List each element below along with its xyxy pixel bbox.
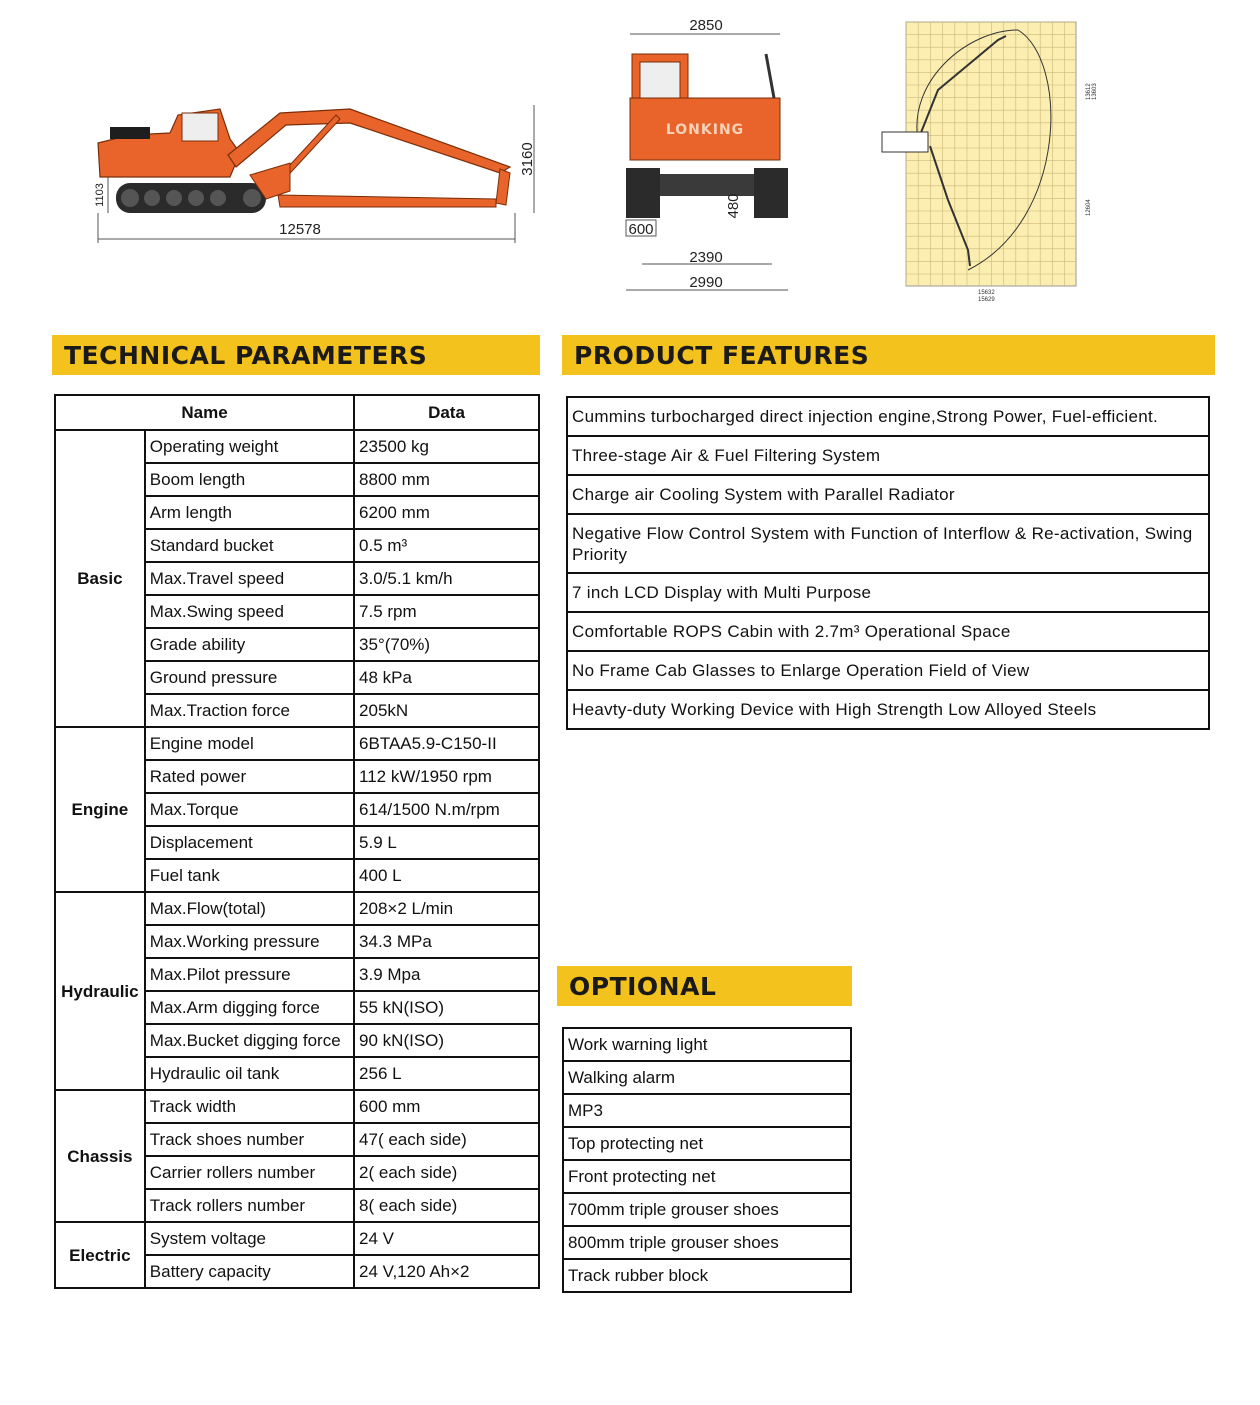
parameter-value: 400 L [354, 859, 539, 892]
working-range-chart [878, 20, 1098, 306]
parameter-name: Grade ability [145, 628, 354, 661]
side-view-drawing [90, 95, 550, 245]
parameter-value: 205kN [354, 694, 539, 727]
parameter-value: 24 V [354, 1222, 539, 1255]
header-data: Data [354, 395, 539, 430]
length-dimension: 12578 [279, 221, 321, 238]
list-item [563, 1094, 851, 1127]
technical-parameters-title: TECHNICAL PARAMETERS [64, 341, 428, 370]
arm-lower [278, 195, 496, 207]
parameter-name: Max.Arm digging force [145, 991, 354, 1024]
list-item [567, 436, 1209, 475]
parameter-value: 3.0/5.1 km/h [354, 562, 539, 595]
list-item [567, 690, 1209, 729]
right-track [754, 168, 788, 218]
parameter-value: 5.9 L [354, 826, 539, 859]
shoe-width-dimension: 600 [628, 221, 654, 238]
height-dimension: 3160 [519, 142, 536, 176]
parameter-name: Max.Bucket digging force [145, 1024, 354, 1057]
option-text: 800mm triple grouser shoes [563, 1226, 851, 1259]
parameter-value: 614/1500 N.m/rpm [354, 793, 539, 826]
product-features-banner [562, 335, 1215, 375]
feature-text: Negative Flow Control System with Function of Interflow & Re-activation, Swing Priority [567, 514, 1209, 573]
option-text: 700mm triple grouser shoes [563, 1193, 851, 1226]
gauge-dimension: 2390 [689, 249, 723, 266]
list-item [567, 397, 1209, 436]
brand-logo: LONKING [665, 122, 745, 138]
list-item [563, 1226, 851, 1259]
table-row [55, 430, 539, 463]
list-item [567, 573, 1209, 612]
engine-hood [110, 127, 150, 139]
list-item [563, 1259, 851, 1292]
parameter-name: Rated power [145, 760, 354, 793]
reach-label-bottom-2: 15629 [978, 297, 995, 303]
parameter-value: 35°(70%) [354, 628, 539, 661]
depth-label: 12604 [1086, 199, 1092, 216]
group-label: Hydraulic [55, 892, 145, 1090]
feature-text: Three-stage Air & Fuel Filtering System [567, 436, 1209, 475]
header-name: Name [55, 395, 354, 430]
parameter-name: Max.Traction force [145, 694, 354, 727]
parameter-value: 8( each side) [354, 1189, 539, 1222]
product-features-table [566, 396, 1210, 730]
boom [228, 109, 510, 173]
group-label: Electric [55, 1222, 145, 1288]
parameter-name: Operating weight [145, 430, 354, 463]
parameter-name: Max.Pilot pressure [145, 958, 354, 991]
parameter-value: 256 L [354, 1057, 539, 1090]
parameter-name: Max.Working pressure [145, 925, 354, 958]
parameter-value: 600 mm [354, 1090, 539, 1123]
parameter-value: 112 kW/1950 rpm [354, 760, 539, 793]
product-features-title: PRODUCT FEATURES [574, 341, 870, 370]
parameter-name: Max.Swing speed [145, 595, 354, 628]
clearance-dimension: 1103 [94, 183, 106, 207]
feature-text: Cummins turbocharged direct injection engine,Strong Power, Fuel-efficient. [567, 397, 1209, 436]
option-text: MP3 [563, 1094, 851, 1127]
table-row [55, 1090, 539, 1123]
reach-label-top: 13612 [1086, 83, 1092, 100]
optional-title: OPTIONAL [569, 972, 717, 1001]
list-item [563, 1193, 851, 1226]
machine-icon [882, 132, 928, 152]
clearance-dimension: 480 [725, 193, 742, 219]
list-item [563, 1160, 851, 1193]
parameter-name: System voltage [145, 1222, 354, 1255]
cab-window [182, 113, 218, 141]
upper-body [98, 109, 240, 177]
table-header-row [55, 395, 539, 430]
list-item [567, 651, 1209, 690]
parameter-value: 7.5 rpm [354, 595, 539, 628]
optional-banner [557, 966, 852, 1006]
table-row [55, 727, 539, 760]
width-dimension: 2850 [689, 17, 723, 34]
table-row [55, 1222, 539, 1255]
parameter-name: Boom length [145, 463, 354, 496]
parameter-name: Ground pressure [145, 661, 354, 694]
cab-glass [640, 62, 680, 98]
group-label: Chassis [55, 1090, 145, 1222]
parameter-name: Max.Flow(total) [145, 892, 354, 925]
left-track [626, 168, 660, 218]
parameter-value: 34.3 MPa [354, 925, 539, 958]
parameter-name: Engine model [145, 727, 354, 760]
parameter-value: 6200 mm [354, 496, 539, 529]
list-item [567, 475, 1209, 514]
parameter-value: 2( each side) [354, 1156, 539, 1189]
overall-width-dimension: 2990 [689, 274, 723, 291]
parameter-value: 90 kN(ISO) [354, 1024, 539, 1057]
parameter-name: Fuel tank [145, 859, 354, 892]
list-item [567, 612, 1209, 651]
option-text: Work warning light [563, 1028, 851, 1061]
feature-text: Comfortable ROPS Cabin with 2.7m³ Operational Space [567, 612, 1209, 651]
feature-text: Charge air Cooling System with Parallel Radiator [567, 475, 1209, 514]
parameter-name: Track rollers number [145, 1189, 354, 1222]
technical-parameters-table [54, 394, 540, 1289]
parameter-name: Max.Travel speed [145, 562, 354, 595]
table-row [55, 892, 539, 925]
feature-text: Heavty-duty Working Device with High Strength Low Alloyed Steels [567, 690, 1209, 729]
reach-label-top-2: 13603 [1092, 83, 1098, 100]
parameter-value: 0.5 m³ [354, 529, 539, 562]
option-text: Top protecting net [563, 1127, 851, 1160]
parameter-value: 3.9 Mpa [354, 958, 539, 991]
parameter-value: 55 kN(ISO) [354, 991, 539, 1024]
parameter-value: 208×2 L/min [354, 892, 539, 925]
parameter-value: 23500 kg [354, 430, 539, 463]
parameter-name: Displacement [145, 826, 354, 859]
list-item [563, 1127, 851, 1160]
list-item [567, 514, 1209, 573]
optional-table [562, 1027, 852, 1293]
reach-label-bottom: 15632 [978, 290, 995, 296]
technical-parameters-banner [52, 335, 540, 375]
parameter-value: 47( each side) [354, 1123, 539, 1156]
option-text: Track rubber block [563, 1259, 851, 1292]
parameter-name: Standard bucket [145, 529, 354, 562]
option-text: Walking alarm [563, 1061, 851, 1094]
feature-text: 7 inch LCD Display with Multi Purpose [567, 573, 1209, 612]
parameter-value: 6BTAA5.9-C150-II [354, 727, 539, 760]
parameter-value: 8800 mm [354, 463, 539, 496]
parameter-name: Battery capacity [145, 1255, 354, 1288]
group-label: Basic [55, 430, 145, 727]
parameter-name: Arm length [145, 496, 354, 529]
parameter-name: Max.Torque [145, 793, 354, 826]
option-text: Front protecting net [563, 1160, 851, 1193]
parameter-name: Carrier rollers number [145, 1156, 354, 1189]
parameter-name: Hydraulic oil tank [145, 1057, 354, 1090]
parameter-name: Track shoes number [145, 1123, 354, 1156]
parameter-value: 24 V,120 Ah×2 [354, 1255, 539, 1288]
feature-text: No Frame Cab Glasses to Enlarge Operation Field of View [567, 651, 1209, 690]
parameter-value: 48 kPa [354, 661, 539, 694]
list-item [563, 1028, 851, 1061]
parameter-name: Track width [145, 1090, 354, 1123]
group-label: Engine [55, 727, 145, 892]
list-item [563, 1061, 851, 1094]
front-view-drawing [620, 14, 795, 296]
